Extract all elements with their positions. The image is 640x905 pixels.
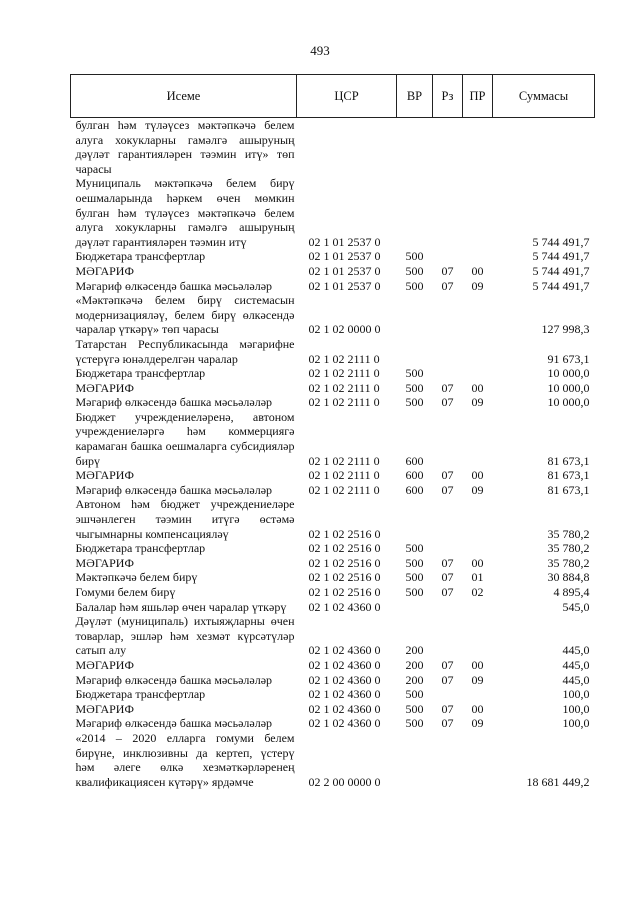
table-row: [71, 279, 595, 294]
cell-sum: 545,0: [562, 599, 590, 614]
cell-sum: [493, 118, 595, 177]
cell-name: Автоном һәм бюджет учреждениеләре эшчәнлеген тәэмин итүгә өстәмә чыгымнарны компенсацияләү: [75, 497, 295, 541]
header-csr: ЦСР: [297, 75, 397, 118]
cell-name: МӘГАРИФ: [75, 555, 134, 570]
cell-sum: 81 673,1: [547, 453, 590, 468]
table-row: [71, 497, 595, 541]
cell-csr: 02 1 02 2516 0: [308, 570, 381, 585]
cell-vr: [397, 337, 433, 366]
cell-name: «Мәктәпкәчә белем бирү системасын модернизацияләү, белем бирү өлкәсендә чаралар үткәрү» төп чарасы: [75, 293, 295, 337]
cell-name: Гомуми белем бирү: [75, 585, 176, 599]
table-row: [71, 731, 595, 789]
cell-csr: 02 1 02 4360 0: [308, 599, 381, 614]
cell-rz: 07: [441, 570, 454, 585]
cell-rz: 07: [441, 657, 454, 672]
cell-csr: 02 1 02 4360 0: [308, 657, 381, 672]
cell-vr: 200: [405, 643, 424, 658]
cell-csr: 02 1 02 2111 0: [308, 453, 380, 468]
cell-vr: 500: [405, 366, 424, 381]
cell-sum: 35 780,2: [547, 555, 590, 570]
cell-csr: 02 1 02 2111 0: [308, 395, 380, 410]
cell-pr: 00: [471, 468, 484, 483]
table-row: [71, 702, 595, 717]
cell-pr: [463, 410, 493, 468]
cell-vr: 500: [405, 716, 424, 731]
cell-name: Бюджетара трансфертлар: [75, 687, 206, 702]
cell-name: МӘГАРИФ: [75, 468, 134, 483]
cell-csr: 02 1 02 2111 0: [308, 468, 380, 483]
cell-vr: [397, 497, 433, 541]
cell-sum: 91 673,1: [547, 351, 590, 366]
cell-sum: 10 000,0: [547, 380, 590, 395]
table-row: [71, 614, 595, 658]
cell-rz: 07: [441, 555, 454, 570]
cell-name: Мәгариф өлкәсендә башка мәсьәләләр: [75, 278, 273, 293]
cell-rz: 07: [441, 278, 454, 293]
cell-csr: 02 1 02 2516 0: [308, 585, 381, 599]
cell-pr: [463, 176, 493, 249]
cell-csr: 02 1 02 2111 0: [308, 351, 380, 366]
cell-csr: 02 1 02 4360 0: [308, 687, 381, 702]
cell-sum: 10 000,0: [547, 366, 590, 381]
cell-sum: 100,0: [562, 687, 590, 702]
table-row: [71, 658, 595, 673]
cell-pr: 09: [471, 716, 484, 731]
cell-pr: 00: [471, 263, 484, 278]
cell-vr: 600: [405, 468, 424, 483]
table-row: [71, 570, 595, 585]
table-row: [71, 366, 595, 381]
cell-csr: 02 1 02 2516 0: [308, 555, 381, 570]
cell-pr: [463, 614, 493, 658]
cell-sum: 18 681 449,2: [526, 774, 590, 789]
cell-sum: 10 000,0: [547, 395, 590, 410]
cell-csr: 02 1 02 4360 0: [308, 716, 381, 731]
cell-vr: 500: [405, 570, 424, 585]
cell-csr: 02 1 01 2537 0: [308, 278, 381, 293]
cell-name: Бюджетара трансфертлар: [75, 249, 206, 264]
cell-pr: 01: [471, 570, 484, 585]
cell-rz: 07: [441, 701, 454, 716]
cell-name: Мәктәпкәчә белем бирү: [75, 570, 198, 585]
cell-vr: 500: [405, 701, 424, 716]
table-row: [71, 118, 595, 177]
cell-csr: 02 1 01 2537 0: [308, 263, 381, 278]
cell-pr: [463, 249, 493, 264]
cell-pr: [463, 366, 493, 381]
cell-csr: 02 1 02 2516 0: [308, 526, 381, 541]
cell-sum: 100,0: [562, 701, 590, 716]
table-row: [71, 483, 595, 498]
header-rz: Рз: [433, 75, 463, 118]
cell-vr: [397, 118, 433, 177]
cell-pr: [463, 687, 493, 702]
cell-name: Татарстан Республикасында мәгарифне үстерүгә юнәлдерелгән чаралар: [75, 336, 295, 366]
cell-pr: 00: [471, 555, 484, 570]
cell-csr: 02 1 02 0000 0: [308, 322, 381, 337]
cell-vr: [397, 731, 433, 789]
table-row: [71, 249, 595, 264]
cell-csr: 02 1 01 2537 0: [308, 234, 381, 249]
table-row: [71, 176, 595, 249]
cell-pr: [463, 118, 493, 177]
cell-name: МӘГАРИФ: [75, 701, 134, 716]
cell-sum: 5 744 491,7: [532, 249, 590, 264]
cell-vr: [397, 293, 433, 337]
cell-csr: 02 2 00 0000 0: [308, 774, 381, 789]
cell-csr: 02 1 01 2537 0: [308, 249, 381, 264]
cell-name: МӘГАРИФ: [75, 263, 134, 278]
cell-vr: 500: [405, 541, 424, 556]
cell-vr: 500: [405, 555, 424, 570]
cell-rz: 07: [441, 672, 454, 687]
cell-name: Дәүләт (муниципаль) ихтыяҗларны өчен товарлар, эшләр һәм хезмәт күрсәтүләр сатып алу: [75, 614, 295, 658]
cell-rz: 07: [441, 263, 454, 278]
table-row: [71, 381, 595, 396]
cell-vr: 200: [405, 672, 424, 687]
cell-rz: 07: [441, 468, 454, 483]
cell-name: Мәгариф өлкәсендә башка мәсьәләләр: [75, 672, 273, 687]
cell-csr: 02 1 02 2111 0: [308, 366, 380, 381]
page-number: 493: [310, 43, 330, 58]
cell-vr: [397, 600, 433, 615]
cell-vr: 500: [405, 380, 424, 395]
table-row: [71, 716, 595, 731]
cell-rz: [433, 249, 463, 264]
cell-sum: 445,0: [562, 643, 590, 658]
cell-vr: 500: [405, 278, 424, 293]
table-row: [71, 395, 595, 410]
cell-rz: 07: [441, 585, 454, 599]
table-row: [71, 293, 595, 337]
cell-name: Мәгариф өлкәсендә башка мәсьәләләр: [75, 716, 273, 731]
cell-rz: 07: [441, 395, 454, 410]
cell-vr: 600: [405, 482, 424, 497]
cell-rz: 07: [441, 380, 454, 395]
cell-vr: 500: [405, 263, 424, 278]
header-vr: ВР: [397, 75, 433, 118]
table-body: [71, 118, 595, 790]
cell-pr: [463, 337, 493, 366]
cell-rz: [433, 176, 463, 249]
table-row: [71, 337, 595, 366]
cell-rz: 07: [441, 482, 454, 497]
table-row: [71, 585, 595, 600]
cell-sum: 445,0: [562, 657, 590, 672]
cell-pr: 09: [471, 278, 484, 293]
cell-pr: 09: [471, 395, 484, 410]
cell-csr: 02 1 02 2111 0: [308, 380, 380, 395]
cell-rz: [433, 293, 463, 337]
cell-pr: 09: [471, 482, 484, 497]
cell-csr: [297, 118, 397, 177]
cell-name: «2014 – 2020 елларга гомуми белем бирүне, инклюзивны да кертеп, үстерү һәм әлеге өлкә хезмәткәрләренең квалификациясен күтәрү» ярдәмче: [75, 730, 295, 789]
cell-vr: 200: [405, 657, 424, 672]
cell-rz: [433, 497, 463, 541]
cell-vr: 600: [405, 453, 424, 468]
cell-name: МӘГАРИФ: [75, 657, 134, 672]
cell-vr: [397, 176, 433, 249]
cell-csr: 02 1 02 4360 0: [308, 701, 381, 716]
table-header: [71, 75, 595, 118]
cell-name: Мәгариф өлкәсендә башка мәсьәләләр: [75, 395, 273, 410]
cell-pr: [463, 600, 493, 615]
cell-sum: 35 780,2: [547, 541, 590, 556]
cell-name: Мәгариф өлкәсендә башка мәсьәләләр: [75, 482, 273, 497]
cell-sum: 5 744 491,7: [532, 278, 590, 293]
cell-pr: 00: [471, 380, 484, 395]
cell-pr: [463, 293, 493, 337]
cell-sum: 35 780,2: [547, 526, 590, 541]
budget-table: [70, 74, 595, 789]
cell-rz: [433, 410, 463, 468]
cell-name: Бюджетара трансфертлар: [75, 541, 206, 556]
cell-csr: 02 1 02 2111 0: [308, 482, 380, 497]
cell-pr: [463, 497, 493, 541]
cell-sum: 30 884,8: [547, 570, 590, 585]
cell-sum: 5 744 491,7: [532, 263, 590, 278]
cell-rz: [433, 731, 463, 789]
cell-sum: 100,0: [562, 716, 590, 731]
cell-rz: 07: [441, 716, 454, 731]
table-row: [71, 687, 595, 702]
table-row: [71, 673, 595, 688]
cell-pr: [463, 541, 493, 556]
cell-sum: 81 673,1: [547, 482, 590, 497]
cell-name: МӘГАРИФ: [75, 380, 134, 395]
cell-rz: [433, 541, 463, 556]
cell-name: Муниципаль мәктәпкәчә белем бирү оешмаларында һәркем өчен мөмкин булган һәм түләүсез мәктәпкәчә белем алуга хокукларны гамәлгә ашыруның дәүләт гарантияләрен тәэмин итү: [75, 176, 295, 249]
header-sum: Суммасы: [493, 75, 595, 118]
cell-sum: 127 998,3: [541, 322, 590, 337]
table-row: [71, 264, 595, 279]
cell-csr: 02 1 02 2516 0: [308, 541, 381, 556]
cell-pr: [463, 731, 493, 789]
header-pr: ПР: [463, 75, 493, 118]
cell-sum: 81 673,1: [547, 468, 590, 483]
cell-rz: [433, 600, 463, 615]
cell-pr: 00: [471, 701, 484, 716]
cell-vr: 500: [405, 585, 424, 599]
header-name: Исеме: [71, 75, 297, 118]
cell-rz: [433, 337, 463, 366]
cell-csr: 02 1 02 4360 0: [308, 643, 381, 658]
cell-pr: 00: [471, 657, 484, 672]
cell-vr: 500: [405, 395, 424, 410]
cell-name: Балалар һәм яшьләр өчен чаралар үткәрү: [75, 599, 287, 614]
cell-pr: 09: [471, 672, 484, 687]
cell-sum: 5 744 491,7: [532, 234, 590, 249]
cell-pr: 02: [471, 585, 484, 599]
table-row: [71, 600, 595, 615]
table-row: [71, 468, 595, 483]
table-row: [71, 410, 595, 468]
cell-rz: [433, 366, 463, 381]
table-row: [71, 541, 595, 556]
cell-rz: [433, 687, 463, 702]
cell-vr: 500: [405, 249, 424, 264]
cell-sum: 445,0: [562, 672, 590, 687]
cell-rz: [433, 614, 463, 658]
table-row: [71, 556, 595, 571]
cell-sum: 4 895,4: [553, 585, 590, 599]
cell-name: булган һәм түләүсез мәктәпкәчә белем алуга хокукларны гамәлгә ашыруның дәүләт гарантияләрен тәэмин итү» төп чарасы: [75, 118, 295, 176]
cell-vr: 500: [405, 687, 424, 702]
budget-table-container: [70, 74, 594, 789]
cell-csr: 02 1 02 4360 0: [308, 672, 381, 687]
cell-name: Бюджетара трансфертлар: [75, 366, 206, 381]
cell-rz: [433, 118, 463, 177]
cell-name: Бюджет учреждениеләренә, автоном учреждениеләргә һәм коммерциягә карамаган башка оешмаларга субсидияләр бирү: [75, 409, 295, 468]
